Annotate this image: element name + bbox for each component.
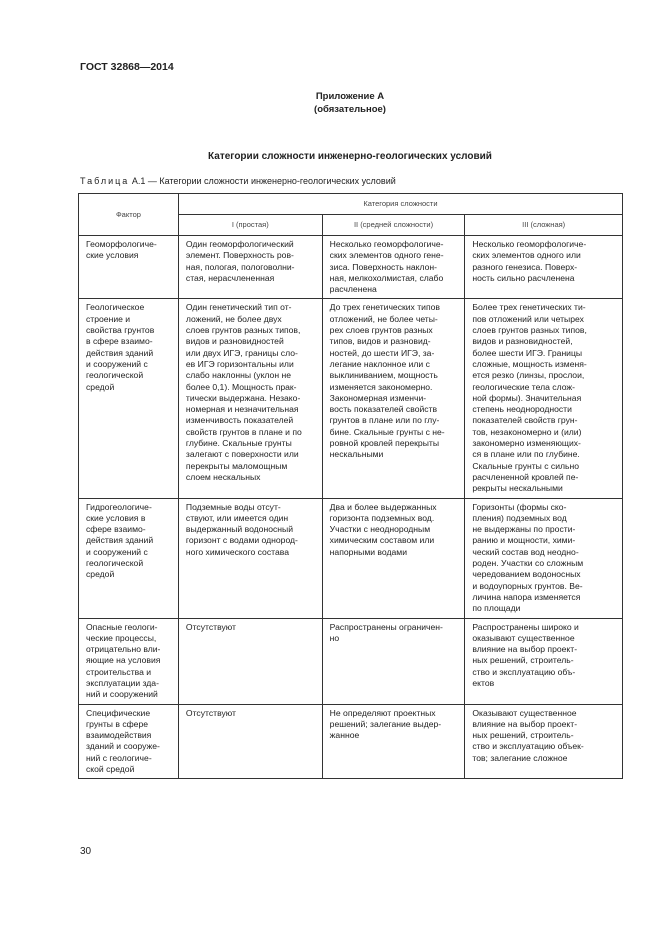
table-caption — [80, 176, 396, 186]
category-cell: Более трех генетических ти- пов отложений или четырех слоев грунтов разных типов, видов и разновидностей, более шести ИГЭ. Границы сложные, мощность изменя- ется резко (линзы, прослои, геологические тела слож- ной формы). Значительная степень неоднородности показателей свойств грун- тов, незакономерно и (или) закономерно изменяющих- ся в плане или по глубине. Скальные грунты с сильно расчлененной кровлей пе- рекрыты нескальными — [465, 299, 623, 498]
category-cell: Оказывают существенное влияние на выбор проект- ных решений, строитель- ство и эксплуатацию объек- тов; залегание сложное — [465, 704, 623, 779]
category-cell: Подземные воды отсут- ствуют, или имеется один выдержанный водоносный горизонт с водами однород- ного химического состава — [178, 498, 322, 618]
document-code: ГОСТ 32868—2014 — [80, 61, 174, 73]
factor-cell: Опасные геологи- ческие процессы, отрицательно вли- яющие на условия строительства и эксплуатации зда- ний и сооружений — [79, 618, 179, 704]
category-cell: Отсутствуют — [178, 704, 322, 779]
category-cell: Распространены широко и оказывают существенное влияние на выбор проект- ных решений, строитель- ство и эксплуатацию объ- ектов — [465, 618, 623, 704]
category-cell: Распространены ограничен- но — [322, 618, 465, 704]
appendix-status: (обязательное) — [314, 104, 386, 115]
factor-cell: Геологическое строение и свойства грунтов в сфере взаимо- действия зданий и сооружений с геологической средой — [79, 299, 179, 498]
header-col-2: II (средней сложности) — [322, 215, 465, 236]
category-cell: Один геоморфологический элемент. Поверхность ров- ная, пологая, пологоволни- стая, нерасчлененная — [178, 236, 322, 299]
table-row — [79, 236, 623, 299]
category-cell: Горизонты (формы ско- пления) подземных вод не выдержаны по прости- ранию и мощности, хими- ческий состав вод неодно- роден. Участки со сложным чередованием водоносных и водоупорных грунтов. Ве- личина напора изменяется по площади — [465, 498, 623, 618]
caption-prefix: Таблица — [80, 176, 130, 186]
category-cell: Несколько геоморфологиче- ских элементов одного или разного генезиса. Поверх- ность сильно расчленена — [465, 236, 623, 299]
category-cell: Два и более выдержанных горизонта подземных вод. Участки с неоднородным химическим составом или напорными водами — [322, 498, 465, 618]
appendix-title: Приложение А — [315, 91, 385, 102]
header-col-3: III (сложная) — [465, 215, 623, 236]
page-number: 30 — [80, 846, 92, 857]
factor-cell: Гидрогеологиче- ские условия в сфере взаимо- действия зданий и сооружений с геологической средой — [79, 498, 179, 618]
category-cell: Отсутствуют — [178, 618, 322, 704]
section-heading: Категории сложности инженерно-геологических условий — [208, 151, 492, 162]
table-row — [79, 498, 623, 618]
category-cell: Несколько геоморфологиче- ских элементов одного гене- зиса. Поверхность наклон- ная, мелкохолмистая, слабо расчленена — [322, 236, 465, 299]
table-row — [79, 299, 623, 498]
header-category: Категория сложности — [178, 194, 622, 215]
category-cell: Не определяют проектных решений; залегание выдер- жанное — [322, 704, 465, 779]
header-col-1: I (простая) — [178, 215, 322, 236]
factor-cell: Геоморфологиче- ские условия — [79, 236, 179, 299]
category-cell: Один генетический тип от- ложений, не более двух слоев грунтов разных типов, видов и разновидностей или двух ИГЭ, границы сло- ев ИГЭ горизонтальны или слабо наклонны (уклон не более 0,1). Мощность прак- тически выдержана. Незако- номерная и незначительная изменчивость показателей свойств грунтов в плане и по глубине. Скальные грунты залегают с поверхности или перекрыты маломощным слоем нескальных — [178, 299, 322, 498]
factor-cell: Специфические грунты в сфере взаимодействия зданий и сооруже- ний с геологиче- ской средой — [79, 704, 179, 779]
table-row — [79, 704, 623, 779]
appendix-header — [0, 90, 661, 116]
table-row — [79, 618, 623, 704]
caption-text: А.1 — Категории сложности инженерно-геологических условий — [131, 176, 396, 186]
complexity-table — [78, 193, 623, 779]
header-factor: Фактор — [79, 194, 179, 236]
category-cell: До трех генетических типов отложений, не более четы- рех слоев грунтов разных типов, видов и разновид- ностей, до шести ИГЭ, за- легание наклонное или с выклиниванием, мощность изменяется закономерно. Закономерная изменчи- вость показателей свойств грунтов в плане или по глу- бине. Скальные грунты с не- ровной кровлей перекрыты нескальными — [322, 299, 465, 498]
